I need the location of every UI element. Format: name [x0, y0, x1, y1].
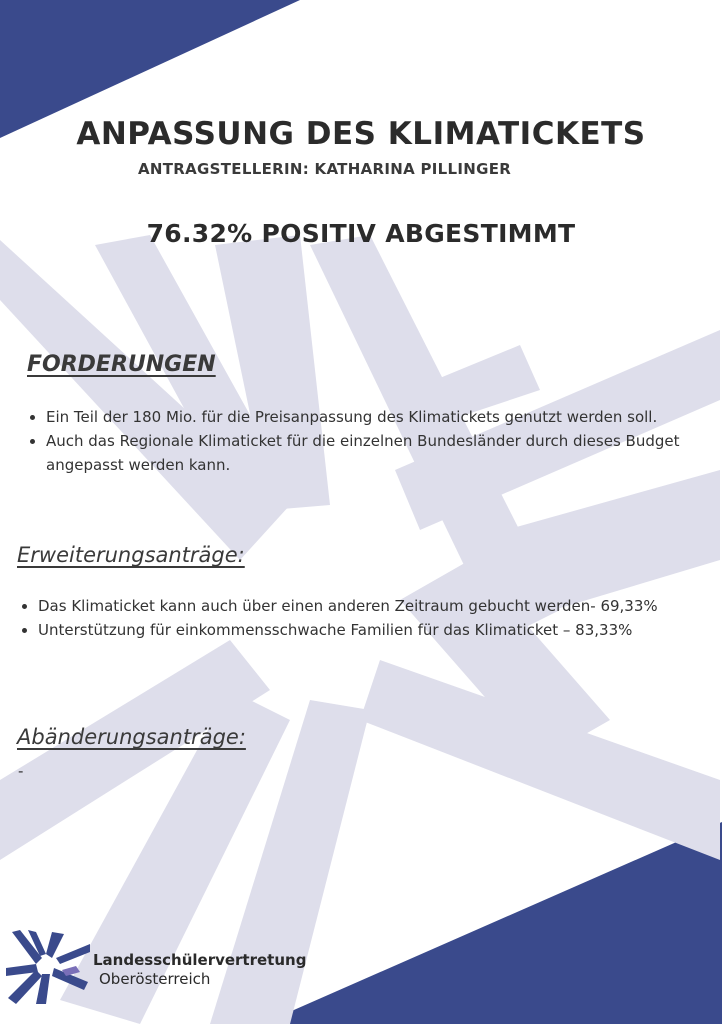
document-title: ANPASSUNG DES KLIMATICKETS — [76, 116, 646, 152]
abaenderungsantraege-heading: Abänderungsanträge: — [17, 725, 246, 749]
applicant-line: ANTRAGSTELLERIN: KATHARINA PILLINGER — [138, 160, 512, 178]
forderungen-list — [28, 405, 688, 477]
forderungen-heading: FORDERUNGEN — [27, 352, 216, 377]
org-name-line2: Oberösterreich — [99, 970, 211, 988]
organization-name — [93, 951, 306, 988]
list-item: Auch das Regionale Klimaticket für die einzelnen Bundesländer durch dieses Budget angepasst werden kann. — [28, 429, 688, 477]
abaenderungsantraege-content: - — [18, 762, 24, 780]
erweiterungsantraege-list — [20, 594, 700, 642]
list-item: Unterstützung für einkommensschwache Familien für das Klimaticket – 83,33% — [20, 618, 700, 642]
erweiterungsantraege-heading: Erweiterungsanträge: — [17, 543, 245, 567]
org-name-line1: Landesschülervertretung — [93, 951, 307, 969]
list-item: Das Klimaticket kann auch über einen anderen Zeitraum gebucht werden- 69,33% — [20, 594, 700, 618]
list-item: Ein Teil der 180 Mio. für die Preisanpassung des Klimatickets genutzt werden soll. — [28, 405, 688, 429]
vote-result: 76.32% POSITIV ABGESTIMMT — [146, 219, 576, 248]
